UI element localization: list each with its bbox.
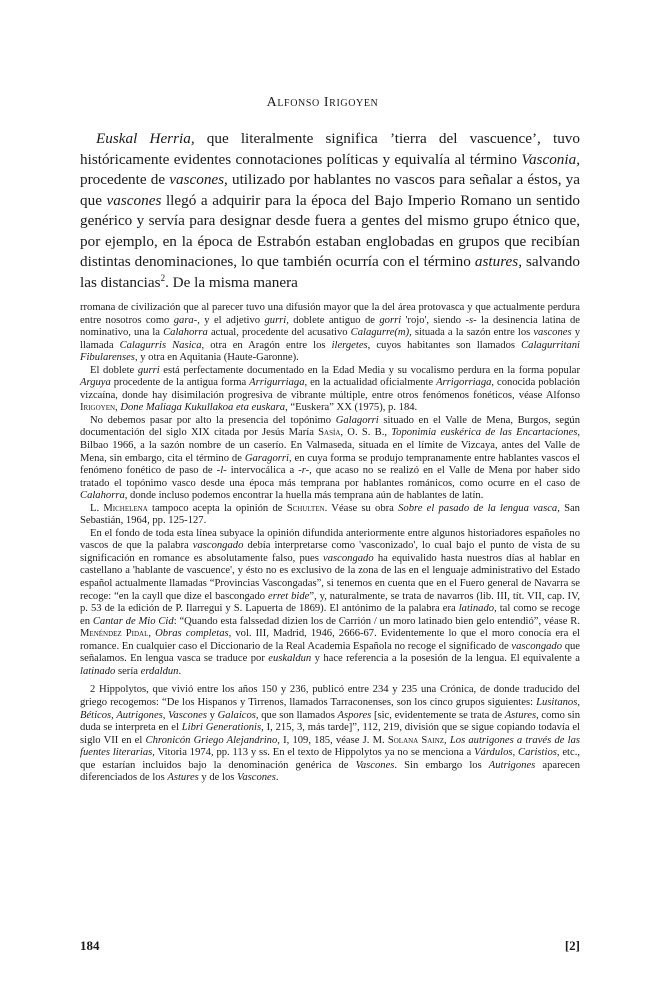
italic-term: Obras completas [155,628,229,640]
italic-term: -r- [298,465,310,477]
text-run: debía interpretarse como 'vasconizado', lo cual bajo el punto de vista de su significación en romance es absolutamente falso, pues [80,540,580,564]
italic-term: Toponimia euskérica de las Encartaciones [391,427,578,439]
italic-term: Euskal Herria, [96,130,195,147]
footnote-continuation [80,302,580,365]
italic-term: Aspores [337,709,372,721]
text-run: . [275,772,279,784]
italic-term: gurri [264,314,287,326]
text-run: y hace referencia a la posesión de la lengua. El equivalente a [311,653,580,665]
text-run: , I, 109, 185, véase J. M. [277,734,388,746]
italic-term: Vasconia, [521,150,580,168]
italic-term: Garagorri [244,452,289,464]
text-run: , que son llamados [255,709,338,721]
text-run: , otra en Aragón entre los [201,339,332,351]
text-run: , que acaso no se realizó en el Valle de Mena por haber sido tratado el topónimo vasco desde una época más temprana por hablantes románicos, como ocurre en el caso de [80,465,580,489]
italic-term: Astures [167,772,199,784]
italic-term: -l- [216,465,227,477]
text-run: , vol. III, Madrid, 1946, 2666-67. Evidentemente lo que el moro conocía era el romance. En cualquier caso el Diccionario de la Real Academia Española no recoge el significado de [80,628,581,652]
text-run: [sic, evidentemente se trata de [371,709,505,721]
text-run: que señalamos. En lengua vasca se traduce por [80,640,580,665]
italic-term: ilergetes [331,339,368,351]
italic-term: Done Maliaga Kukullakoa eta euskara [120,402,286,414]
main-paragraph [80,129,580,293]
text-run: la desinencia latina de nominativo, una la [80,314,580,339]
italic-term: Calagurritani Fibularenses [80,339,580,364]
text-run: , San Sebastián, 1964, pp. 125-127. [80,502,580,527]
footnote-2 [80,684,580,784]
text-run: : “Quando esta falssedad dizien los de Carrión / un moro latinado bien gelo entendió”, véase R. [173,615,581,627]
author-name: Irigoyen [80,402,116,414]
text-run: , doblete antiguo de [286,314,380,326]
italic-term: latinado [80,665,116,677]
italic-term: Sobre el pasado de la lengua vasca [398,502,558,514]
text-run: salvando las distancias [80,253,580,291]
italic-term: Arrigurriaga [249,377,305,389]
text-run: 2 Hippolytos, que vivió entre los años 150 y 236, publicó entre 234 y 235 una Crónica, de donde traducido del griego recogemos: “De los Hispanos y Tirrenos, llamados Tarraconenses, son los cinco grupos siguientes: [80,684,580,708]
italic-term: Vascones [237,772,276,784]
text-run: y llamada [80,327,580,351]
italic-term: vascones [533,327,572,339]
italic-term: Libri Generationis [181,722,262,734]
text-run: , O. S. B., [340,427,392,439]
italic-term: Galagorri [335,414,379,426]
italic-term: euskaldun [268,653,312,665]
footnote-ref: 2 [160,272,166,283]
italic-term: Calahorra [163,327,208,339]
text-run: , Vitoria 1974, pp. 113 y ss. En el texto de Hippolytos ya no se menciona a [152,747,475,759]
text-run: , [115,402,121,414]
text-run: . Véase su obra [324,502,399,514]
text-run: llegó a adquirir para la época del Bajo Imperio Romano un sentido genérico y servía para designar desde fuera a gentes del mismo grupo étnico que, por ejemplo, en la época de Estrabón estaban englobadas en grupos que recibían distintas denominaciones, lo que también ocurría con el término [80,191,580,270]
italic-term: vascones [106,191,162,209]
text-run: procedente de la antigua forma [110,377,250,389]
text-run: En el fondo de toda esta línea subyace la opinión difundida anteriormente entre algunos historiadores españoles no vascos de que la palabra [80,527,580,552]
text-run: y [206,709,218,721]
text-run: , tal como se recoge en [80,603,580,627]
text-run: . De la misma manera [165,273,298,291]
text-run: , cuyos habitantes son llamados [367,339,522,351]
italic-term: gorri [379,314,402,326]
text-run: , donde incluso podemos encontrar la huella más temprana aún de hablantes de latín. [124,490,484,502]
italic-term: gurri [137,364,160,376]
text-run: situado en el Valle de Mena, Burgos, según documentación del siglo XIX citada por Jesús María [80,414,581,439]
text-run: intervocálica a [226,465,299,477]
author-name: Michelena [103,502,148,514]
text-run: , y otra en Aquitania (Haute-Garonne). [134,352,299,364]
italic-term: Várdulos, Caristios [474,747,557,759]
text-run: 'rojo', siendo [401,314,466,326]
text-run: , en la actualidad oficialmente [304,377,437,389]
text-run: que literalmente significa ’tierra del vascuence’, tuvo históricamente evidentes connotaciones políticas y equivalía al término [80,130,580,168]
text-run: L. [90,502,104,514]
italic-term: astures, [474,253,522,270]
italic-term: vascongado [323,552,374,564]
text-run: ”, y, naturalmente, se trata de navarros (lib. III, tít. VII, cap. IV, p. 53 de la edición de P. Ilarregui y S. Lapuerta de 1869). El antónimo de la palabra era [80,590,581,615]
italic-term: -s- [465,314,477,326]
italic-term: Vascones [355,759,395,771]
italic-term: Cantar de Mio Cid [92,615,174,627]
text-run: , [148,628,156,640]
italic-term: Astures [504,709,537,721]
text-run: sería [115,665,141,677]
italic-term: vascones, [169,171,228,188]
text-run: , situada a la sazón entre los [409,327,534,339]
text-run: , y el adjetivo [197,314,265,326]
text-run: procedente de [80,171,170,188]
text-run: , Bilbao 1966, a la sazón nombre de un caserío. En Valmaseda, situada en el límite de Vizcaya, antes del Valle de Mena, sin embargo, cita el término de [80,427,580,464]
footnote-paragraph [80,415,580,503]
author-name: Solana Sainz [387,734,445,746]
footnote-paragraph [80,503,580,528]
text-run: rromana de civilización que al parecer tuvo una difusión mayor que la del área protovasca y que actualmente perdura entre nosotros como [80,302,580,326]
italic-term: Los autrigones a través de las fuentes literarias [80,734,580,759]
text-run: tampoco acepta la opinión de [147,502,287,514]
text-run: , [444,734,450,746]
text-run: El doblete [90,364,138,376]
italic-term: Galaicos [217,709,256,721]
author-name: Schulten [286,502,325,514]
author-name: Menéndez Pidal [80,628,149,640]
italic-term: Calahorra [80,490,125,502]
text-run: está perfectamente documentado en la Edad Media y su vocalismo perdura en la forma popular [159,364,580,376]
text-run: No debemos pasar por alto la presencia del topónimo [90,414,336,426]
italic-term: Lusitanos, Béticos, Autrigones, Vascones [80,696,580,721]
text-run: , como sin duda se interpreta en el [80,709,580,734]
italic-term: Calagurre(m) [350,327,410,339]
text-run: aparecen diferenciados de los [80,759,581,784]
text-run: utilizado por hablantes no vascos para señalar a éstos, ya que [80,171,581,209]
main-text [80,129,580,293]
italic-term: Chronicón Griego Alejandrino [145,734,278,746]
text-run: ha equivalido hasta nuestros días al hablar en castellano a 'hablante de vascuence', y ésto no es exclusivo de la zona de las en el lenguaje administrativo del Estado español actualmente llamadas “Provincias Vascongadas”, si tenemos en cuenta que en el Fuero general de Navarra se recoge: “en la cayll que dize el bascongado [80,552,580,602]
text-run: , en cuya forma se produjo tempranamente entre hablantes vascos el fenómeno fonético de paso de [80,452,580,477]
text-run: . [178,665,182,677]
italic-term: Calagurris Nasica [119,339,202,351]
italic-term: latinado [458,603,495,615]
italic-term: Autrigones [488,759,536,771]
text-run: . Sin embargo los [394,759,489,771]
page-number: 184 [80,938,100,953]
author-name: Sasía [318,427,341,439]
italic-term: gara- [173,314,198,326]
text-run: , etc., que estarían incluidos bajo la denominación genérica de [80,747,580,771]
italic-term: Arrigorriaga [436,377,492,389]
footnote-paragraph [80,528,580,679]
text-run: , I, 215, 3, más tarde]”, 112, 219, división que se sigue copiando todavía el siglo VII en el [80,722,581,746]
text-run: y de los [198,772,238,784]
text-run: actual, procedente del acusativo [207,327,351,339]
running-head: Alfonso Irigoyen [266,95,379,110]
italic-term: vascongado [192,540,244,552]
text-run: , conocida población vizcaína, donde hay disimilación progresiva de vibrante múltiple, entre otros fenómenos fonéticos, véase Alfonso [80,377,581,401]
italic-term: Arguya [80,377,111,389]
signature-mark: [2] [564,938,580,953]
footnotes [80,302,580,785]
text-run: , “Euskera” XX (1975), p. 184. [285,402,418,414]
italic-term: erret bide [268,590,310,602]
italic-term: vascongado [511,640,563,652]
footnote-paragraph [80,365,580,415]
italic-term: erdaldun [140,665,179,677]
